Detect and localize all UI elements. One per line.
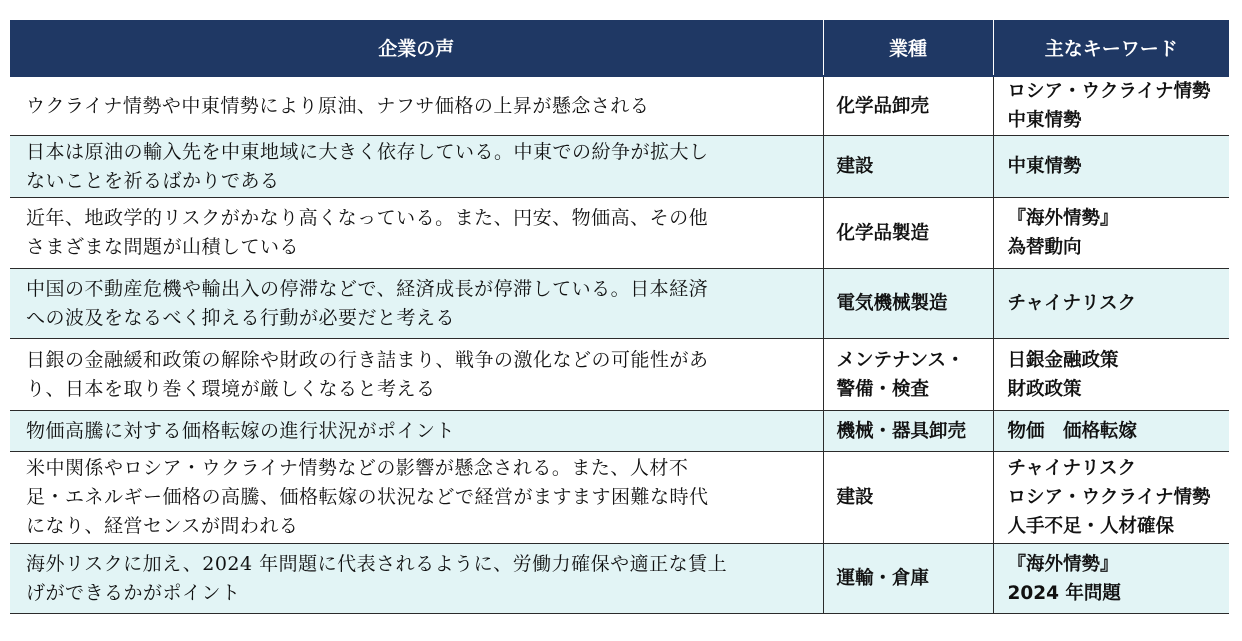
- voice-line: 近年、地政学的リスクがかなり高くなっている。また、円安、物価高、その他: [26, 207, 709, 229]
- table-row: [10, 411, 1229, 452]
- voice-cell: [10, 452, 823, 544]
- keywords-cell: [993, 411, 1229, 452]
- keywords-cell: [993, 198, 1229, 269]
- keywords-cell: [993, 76, 1229, 136]
- voice-line: ないことを祈るばかりである: [26, 169, 280, 192]
- table-row: [10, 544, 1229, 614]
- keywords-cell: [993, 269, 1229, 339]
- table-row: [10, 269, 1229, 339]
- voice-cell: [10, 198, 823, 269]
- keyword-line: ロシア・ウクライナ情勢: [1007, 487, 1211, 508]
- header-industry: 業種: [823, 20, 993, 76]
- industry-line: 化学品卸売: [836, 95, 930, 117]
- industry-cell: [823, 411, 993, 452]
- keyword-line: チャイナリスク: [1007, 458, 1137, 479]
- industry-line: 建設: [836, 487, 874, 508]
- voice-cell: [10, 269, 823, 339]
- company-voices-table: [10, 20, 1229, 614]
- voice-line: 海外リスクに加え、2024 年問題に代表されるように、労働力確保や適正な賃上: [26, 552, 728, 575]
- industry-cell: [823, 452, 993, 544]
- industry-line: 運輸・倉庫: [836, 568, 930, 589]
- table-row: [10, 198, 1229, 269]
- voice-line: げができるかがポイント: [26, 581, 241, 604]
- industry-line: 化学品製造: [836, 222, 930, 244]
- header-keywords: 主なキーワード: [993, 20, 1229, 76]
- keyword-line: 為替動向: [1007, 237, 1082, 258]
- table-row: [10, 339, 1229, 411]
- industry-cell: [823, 198, 993, 269]
- voice-cell: [10, 544, 823, 614]
- keyword-line: 日銀金融政策: [1007, 349, 1119, 371]
- voice-cell: [10, 76, 823, 136]
- keyword-line: 『海外情勢』: [1007, 208, 1119, 229]
- industry-cell: [823, 269, 993, 339]
- industry-cell: [823, 339, 993, 411]
- keyword-line: 中東情勢: [1007, 156, 1082, 177]
- table-row: [10, 76, 1229, 136]
- voice-line: 足・エネルギー価格の高騰、価格転嫁の状況などで経営がますます困難な時代: [26, 486, 709, 508]
- table-body: [10, 76, 1229, 614]
- voice-line: ウクライナ情勢や中東情勢により原油、ナフサ価格の上昇が懸念される: [26, 94, 650, 117]
- voices-table-container: [10, 20, 1229, 614]
- industry-line: 電気機械製造: [836, 293, 948, 314]
- keyword-line: 人手不足・人材確保: [1007, 516, 1175, 537]
- table-row: [10, 452, 1229, 544]
- keyword-line: 『海外情勢』: [1007, 553, 1119, 575]
- voice-cell: [10, 411, 823, 452]
- industry-line: メンテナンス・: [836, 349, 965, 371]
- header-voice: 企業の声: [10, 20, 823, 76]
- voice-cell: [10, 339, 823, 411]
- voice-line: になり、経営センスが問われる: [26, 515, 299, 537]
- keywords-cell: [993, 136, 1229, 198]
- keyword-line: 2024 年問題: [1007, 582, 1121, 604]
- voice-line: 米中関係やロシア・ウクライナ情勢などの影響が懸念される。また、人材不: [26, 457, 689, 479]
- voice-line: 物価高騰に対する価格転嫁の進行状況がポイント: [26, 419, 456, 442]
- voice-line: り、日本を取り巻く環境が厳しくなると考える: [26, 377, 436, 400]
- industry-cell: [823, 136, 993, 198]
- voice-line: さまざまな問題が山積している: [26, 236, 300, 258]
- keyword-line: ロシア・ウクライナ情勢: [1007, 81, 1211, 102]
- voice-line: 日本は原油の輸入先を中東地域に大きく依存している。中東での紛争が拡大し: [26, 140, 709, 163]
- voice-line: への波及をなるべく抑える行動が必要だと考える: [26, 306, 456, 329]
- industry-line: 警備・検査: [836, 378, 930, 400]
- industry-cell: [823, 544, 993, 614]
- keywords-cell: [993, 452, 1229, 544]
- keyword-line: 物価 価格転嫁: [1007, 420, 1138, 442]
- keyword-line: 財政政策: [1007, 378, 1082, 400]
- voice-cell: [10, 136, 823, 198]
- keywords-cell: [993, 339, 1229, 411]
- table-header: [10, 20, 1229, 76]
- table-row: [10, 136, 1229, 198]
- voice-line: 中国の不動産危機や輸出入の停滞などで、経済成長が停滞している。日本経済: [26, 277, 709, 300]
- industry-line: 機械・器具卸売: [836, 420, 967, 442]
- industry-line: 建設: [836, 156, 874, 177]
- header-row: [10, 20, 1229, 76]
- industry-cell: [823, 76, 993, 136]
- keywords-cell: [993, 544, 1229, 614]
- voice-line: 日銀の金融緩和政策の解除や財政の行き詰まり、戦争の激化などの可能性があ: [26, 348, 709, 371]
- keyword-line: チャイナリスク: [1007, 293, 1137, 314]
- keyword-line: 中東情勢: [1007, 110, 1082, 131]
